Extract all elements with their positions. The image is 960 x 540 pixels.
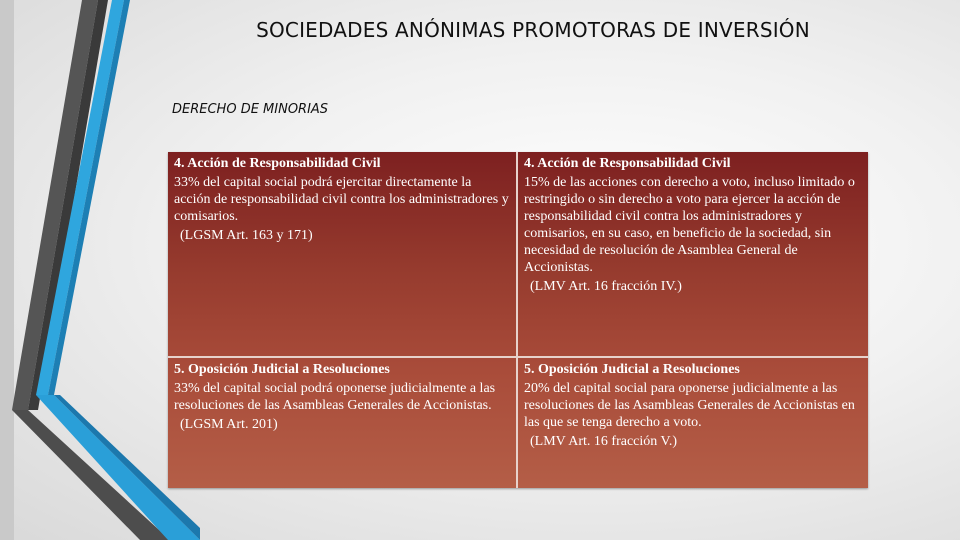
cell-heading: 5. Oposición Judicial a Resoluciones <box>524 362 740 377</box>
table-row <box>168 152 868 356</box>
table-cell <box>168 152 516 356</box>
cell-reference: (LMV Art. 16 fracción IV.) <box>530 279 682 294</box>
cell-body: 33% del capital social podrá ejercitar directamente la acción de responsabilidad civil contra los administradores y comisarios. <box>174 175 509 224</box>
cell-heading: 4. Acción de Responsabilidad Civil <box>524 156 731 171</box>
table-row <box>168 358 868 488</box>
table-cell <box>518 152 868 356</box>
cell-body: 15% de las acciones con derecho a voto, incluso limitado o restringido o sin derecho a voto para ejercer la acción de responsabilidad civil contra los administradores y comisarios, en su caso, en beneficio de la sociedad, sin necesidad de resolución de Asamblea General de Accionistas. <box>524 175 855 275</box>
column-divider <box>516 152 518 488</box>
slide-title: SOCIEDADES ANÓNIMAS PROMOTORAS DE INVERSIÓN <box>256 18 810 42</box>
comparison-table <box>168 152 868 488</box>
table-cell <box>168 358 516 488</box>
cell-heading: 5. Oposición Judicial a Resoluciones <box>174 362 390 377</box>
cell-reference: (LMV Art. 16 fracción V.) <box>530 434 677 449</box>
cell-reference: (LGSM Art. 163 y 171) <box>180 228 313 243</box>
slide-subtitle: DERECHO DE MINORIAS <box>172 102 329 117</box>
cell-body: 33% del capital social podrá oponerse judicialmente a las resoluciones de las Asambleas Generales de Accionistas. <box>174 381 496 413</box>
cell-reference: (LGSM Art. 201) <box>180 417 278 432</box>
cell-heading: 4. Acción de Responsabilidad Civil <box>174 156 381 171</box>
row-divider <box>168 356 868 358</box>
cell-body: 20% del capital social para oponerse judicialmente a las resoluciones de las Asambleas Generales de Accionistas en las que se tenga derecho a voto. <box>524 381 855 430</box>
table-cell <box>518 358 868 488</box>
